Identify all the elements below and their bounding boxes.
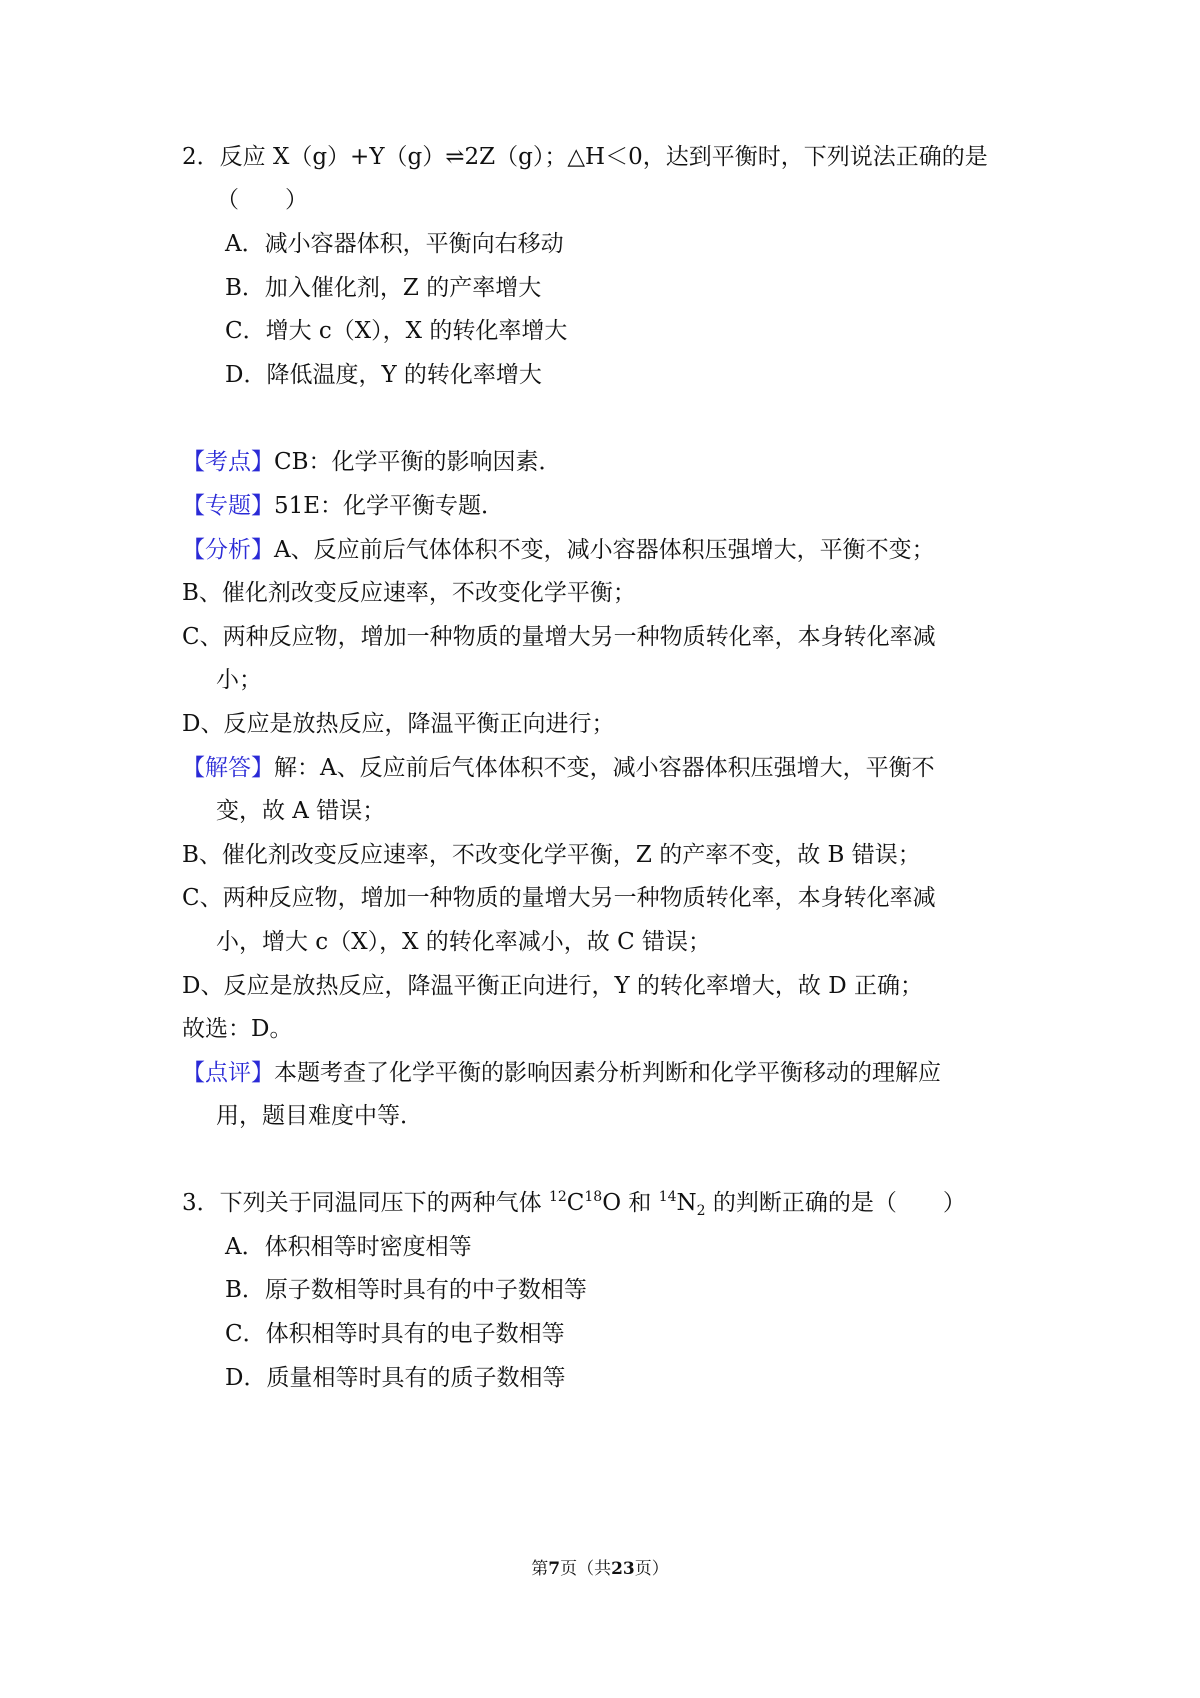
- q3-stem: [182, 1187, 966, 1219]
- jieda-line-1: [182, 752, 935, 784]
- q3-stem-a: 3．下列关于同温同压下的两种气体: [182, 1190, 549, 1216]
- jieda-line-4: C、两种反应物，增加一种物质的量增大另一种物质转化率，本身转化率减: [182, 885, 936, 911]
- q3-c: C: [566, 1190, 585, 1216]
- kaodian-tag: 【考点】: [182, 449, 274, 475]
- q2-option-b: B．加入催化剂，Z 的产率增大: [225, 275, 542, 301]
- jieda-text-1: 解：A、反应前后气体体积不变，减小容器体积压强增大，平衡不: [274, 755, 935, 781]
- q2-option-d: D．降低温度，Y 的转化率增大: [225, 362, 542, 388]
- page-footer: [0, 1557, 1200, 1581]
- fenxi-text-1: A、反应前后气体体积不变，减小容器体积压强增大，平衡不变；: [274, 537, 935, 563]
- kaodian-text: CB：化学平衡的影响因素．: [274, 449, 562, 475]
- fenxi-tag: 【分析】: [182, 537, 274, 563]
- fenxi-line-2: B、催化剂改变反应速率，不改变化学平衡；: [182, 580, 636, 606]
- jieda-line-7: 故选：D。: [182, 1016, 293, 1042]
- fenxi-line-4: 小；: [216, 667, 262, 693]
- jieda-line-3: B、催化剂改变反应速率，不改变化学平衡，Z 的产率不变，故 B 错误；: [182, 842, 921, 868]
- q3-option-a: A．体积相等时密度相等: [225, 1234, 472, 1260]
- footer-mid: 页（共: [560, 1559, 612, 1579]
- q2-answer-paren: （ ）: [216, 187, 308, 213]
- q3-option-b: B．原子数相等时具有的中子数相等: [225, 1277, 587, 1303]
- footer-total-pages: 23: [611, 1559, 635, 1579]
- zhuanti-tag: 【专题】: [182, 493, 274, 519]
- q3-sup-12: 12: [548, 1189, 567, 1205]
- fenxi-line-5: D、反应是放热反应，降温平衡正向进行；: [182, 711, 615, 737]
- q3-sup-14: 14: [658, 1189, 677, 1205]
- dianping-line-2: 用，题目难度中等．: [216, 1103, 423, 1129]
- q3-n: N: [676, 1190, 697, 1216]
- q2-option-a: A．减小容器体积，平衡向右移动: [225, 231, 564, 257]
- jieda-tag: 【解答】: [182, 755, 274, 781]
- q3-option-d: D．质量相等时具有的质子数相等: [225, 1365, 566, 1391]
- dianping-tag: 【点评】: [182, 1060, 274, 1086]
- q3-option-c: C．体积相等时具有的电子数相等: [225, 1321, 565, 1347]
- q3-o-and: O 和: [602, 1190, 659, 1216]
- kaodian-line: [182, 446, 562, 478]
- fenxi-line-3: C、两种反应物，增加一种物质的量增大另一种物质转化率，本身转化率减: [182, 624, 936, 650]
- q3-sub-2: 2: [696, 1203, 706, 1219]
- q3-sup-18: 18: [584, 1189, 603, 1205]
- zhuanti-line: [182, 490, 504, 522]
- dianping-text-1: 本题考查了化学平衡的影响因素分析判断和化学平衡移动的理解应: [274, 1060, 941, 1086]
- jieda-line-5: 小，增大 c（X），X 的转化率减小，故 C 错误；: [216, 929, 711, 955]
- jieda-line-6: D、反应是放热反应，降温平衡正向进行，Y 的转化率增大，故 D 正确；: [182, 973, 923, 999]
- q3-stem-b: 的判断正确的是（ ）: [705, 1190, 966, 1216]
- footer-post: 页）: [634, 1559, 669, 1579]
- footer-page-number: 7: [548, 1559, 561, 1579]
- zhuanti-text: 51E：化学平衡专题．: [274, 493, 505, 519]
- fenxi-line-1: [182, 534, 935, 566]
- q2-option-c: C．增大 c（X），X 的转化率增大: [225, 318, 568, 344]
- q2-stem: 2．反应 X（g）+Y（g）⇌2Z（g）；△H＜0，达到平衡时，下列说法正确的是: [182, 144, 988, 170]
- footer-pre: 第: [531, 1559, 549, 1579]
- jieda-line-2: 变，故 A 错误；: [216, 798, 386, 824]
- dianping-line-1: [182, 1057, 941, 1089]
